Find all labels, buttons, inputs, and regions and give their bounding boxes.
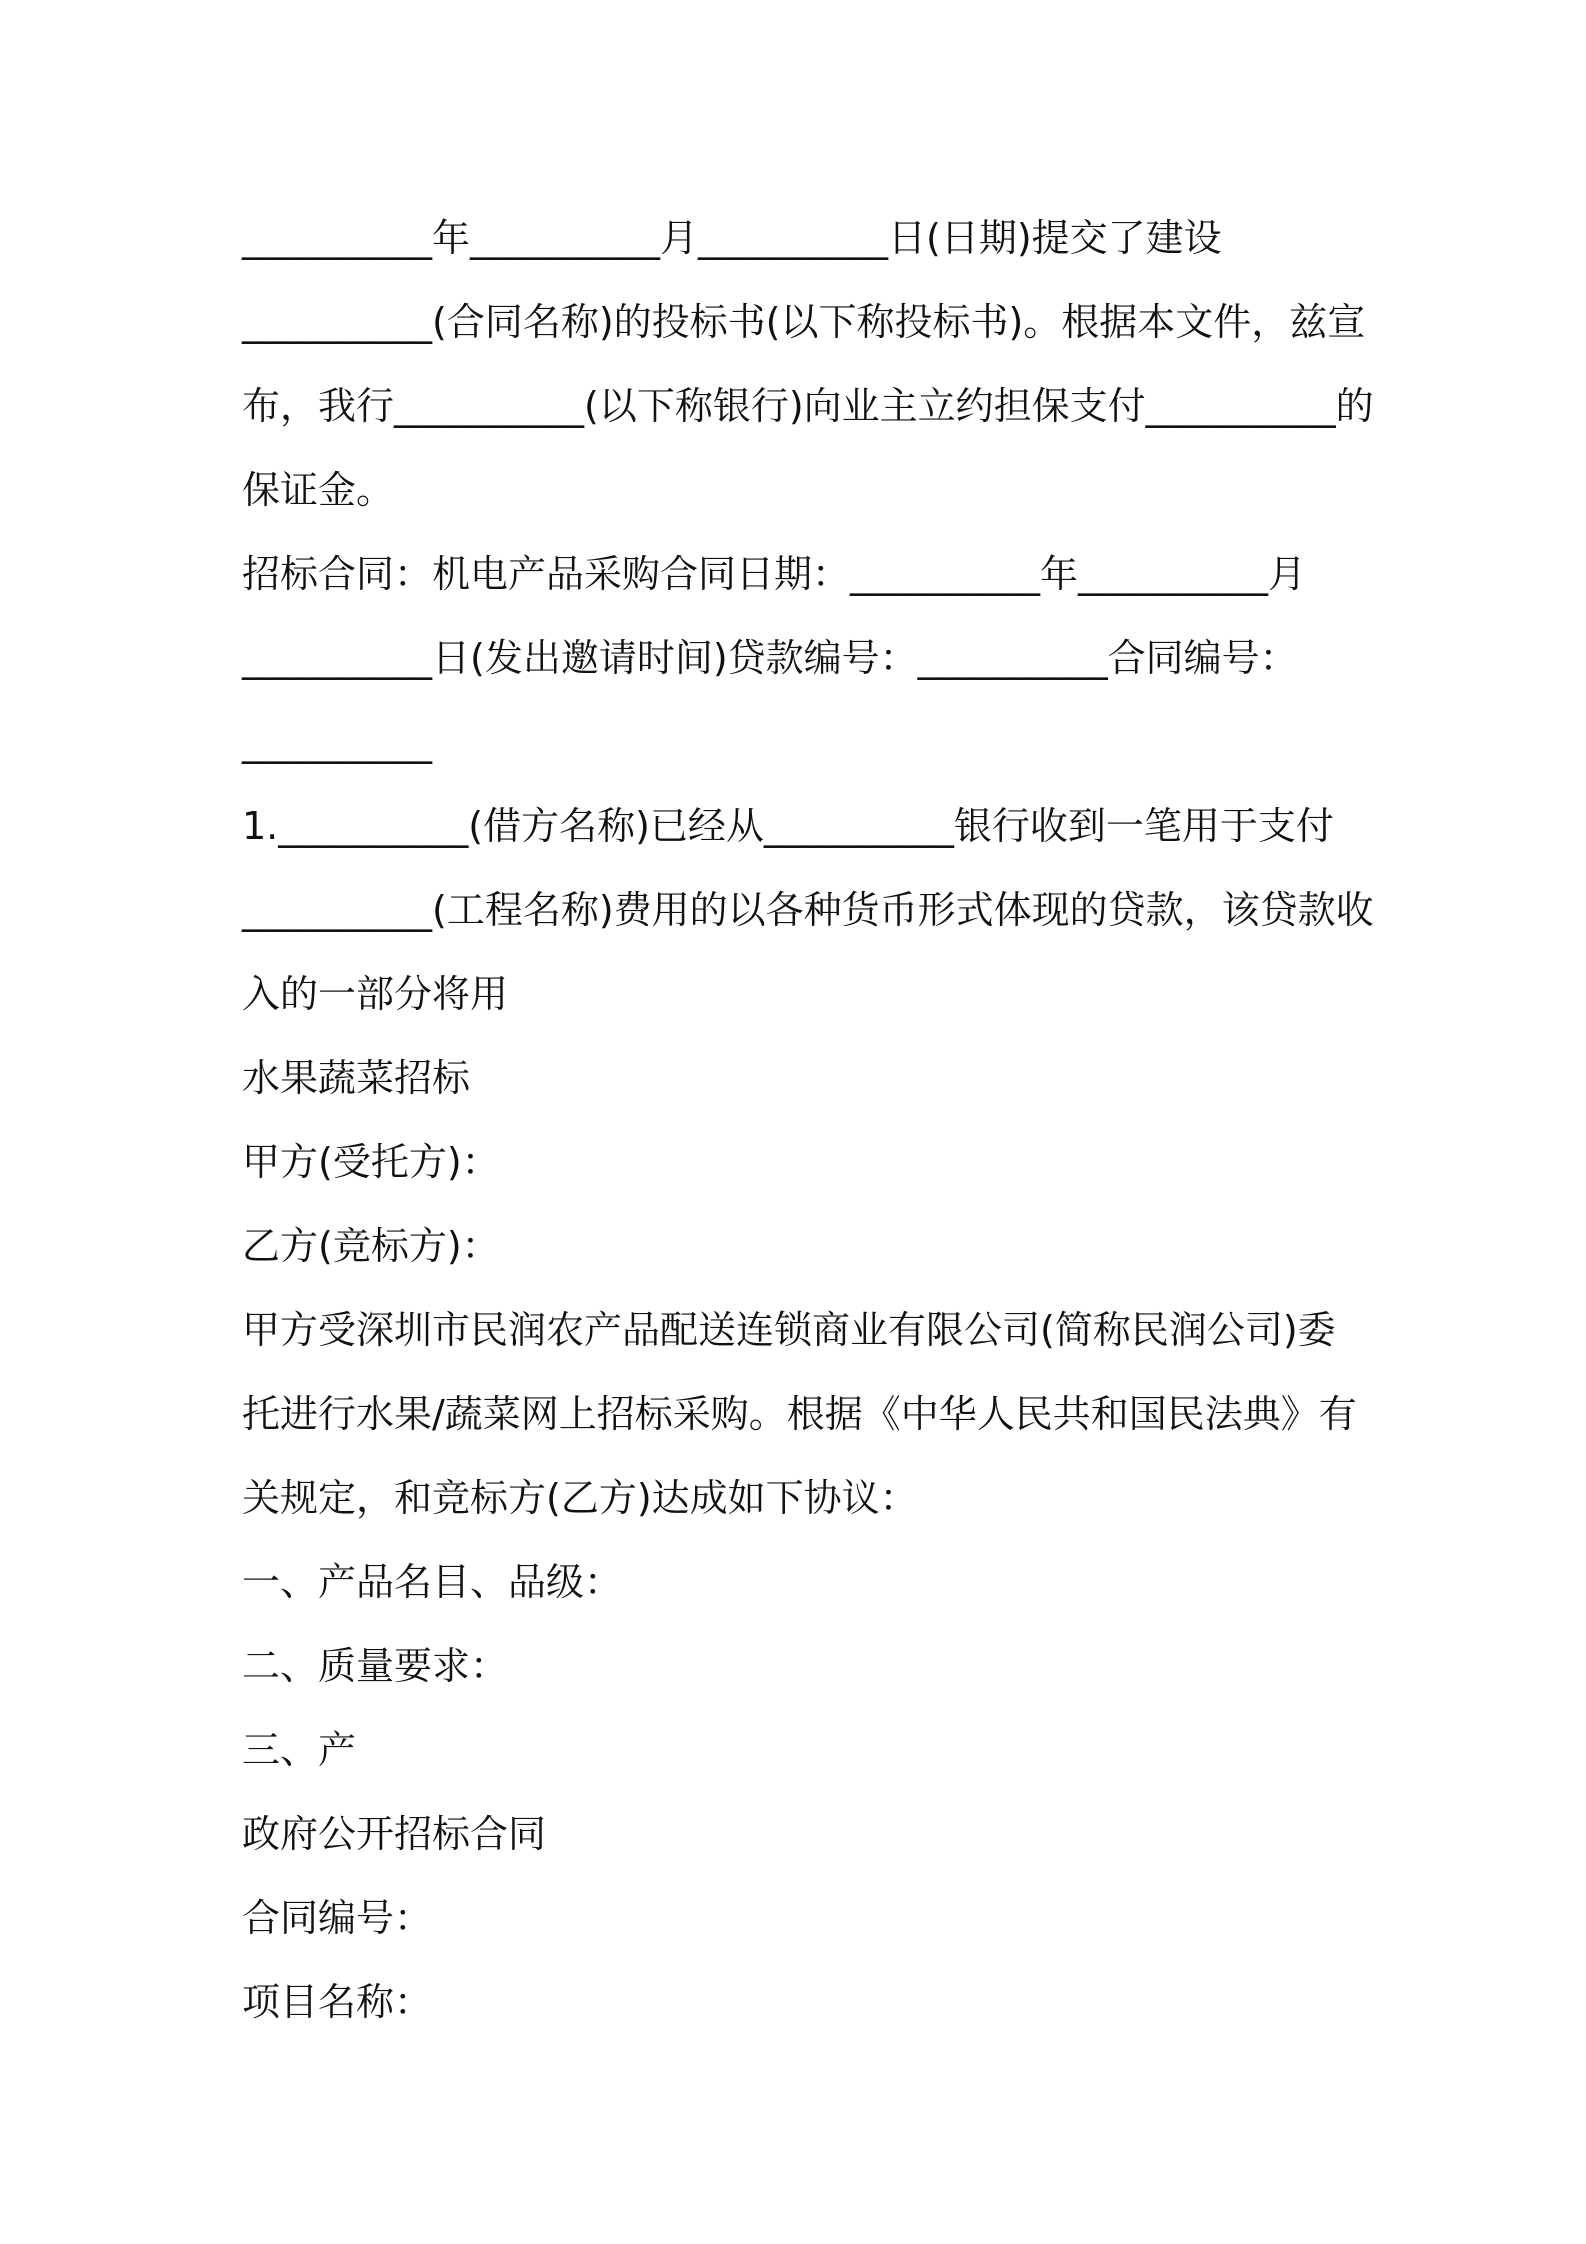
text-line-10: 入的一部分将用 (242, 972, 509, 1016)
document-body (242, 196, 1374, 2044)
section-title-government-tender: 政府公开招标合同 (242, 1812, 547, 1856)
text-line-4: 保证金。 (242, 468, 395, 512)
text-line-6: __________日(发出邀请时间)贷款编号：__________合同编号： (242, 636, 1298, 680)
party-a-label: 甲方(受托方)： (242, 1140, 500, 1184)
text-line-9: __________(工程名称)费用的以各种货币形式体现的贷款，该贷款收 (242, 888, 1374, 932)
text-line-16: 关规定，和竞标方(乙方)达成如下协议： (242, 1476, 918, 1520)
section-title-fruit-vegetable-tender: 水果蔬菜招标 (242, 1056, 471, 1100)
clause-1-heading: 一、产品名目、品级： (242, 1560, 623, 1604)
clause-2-heading: 二、质量要求： (242, 1644, 509, 1688)
text-line-1: __________年__________月__________日(日期)提交了建设 (242, 216, 1222, 260)
text-line-5: 招标合同：机电产品采购合同日期：__________年__________月 (242, 552, 1307, 596)
text-line-3: 布，我行__________(以下称银行)向业主立约担保支付__________的 (242, 384, 1374, 428)
contract-number-label: 合同编号： (242, 1896, 433, 1940)
text-line-2: __________(合同名称)的投标书(以下称投标书)。根据本文件，兹宣 (242, 300, 1366, 344)
clause-3-heading: 三、产 (242, 1728, 357, 1772)
text-line-8: 1.__________(借方名称)已经从__________银行收到一笔用于支付 (242, 804, 1334, 848)
text-line-15: 托进行水果/蔬菜网上招标采购。根据《中华人民共和国民法典》有 (242, 1392, 1357, 1436)
text-line-7: __________ (242, 720, 432, 764)
text-line-14: 甲方受深圳市民润农产品配送连锁商业有限公司(简称民润公司)委 (242, 1308, 1336, 1352)
party-b-label: 乙方(竞标方)： (242, 1224, 500, 1268)
project-name-label: 项目名称： (242, 1980, 433, 2024)
